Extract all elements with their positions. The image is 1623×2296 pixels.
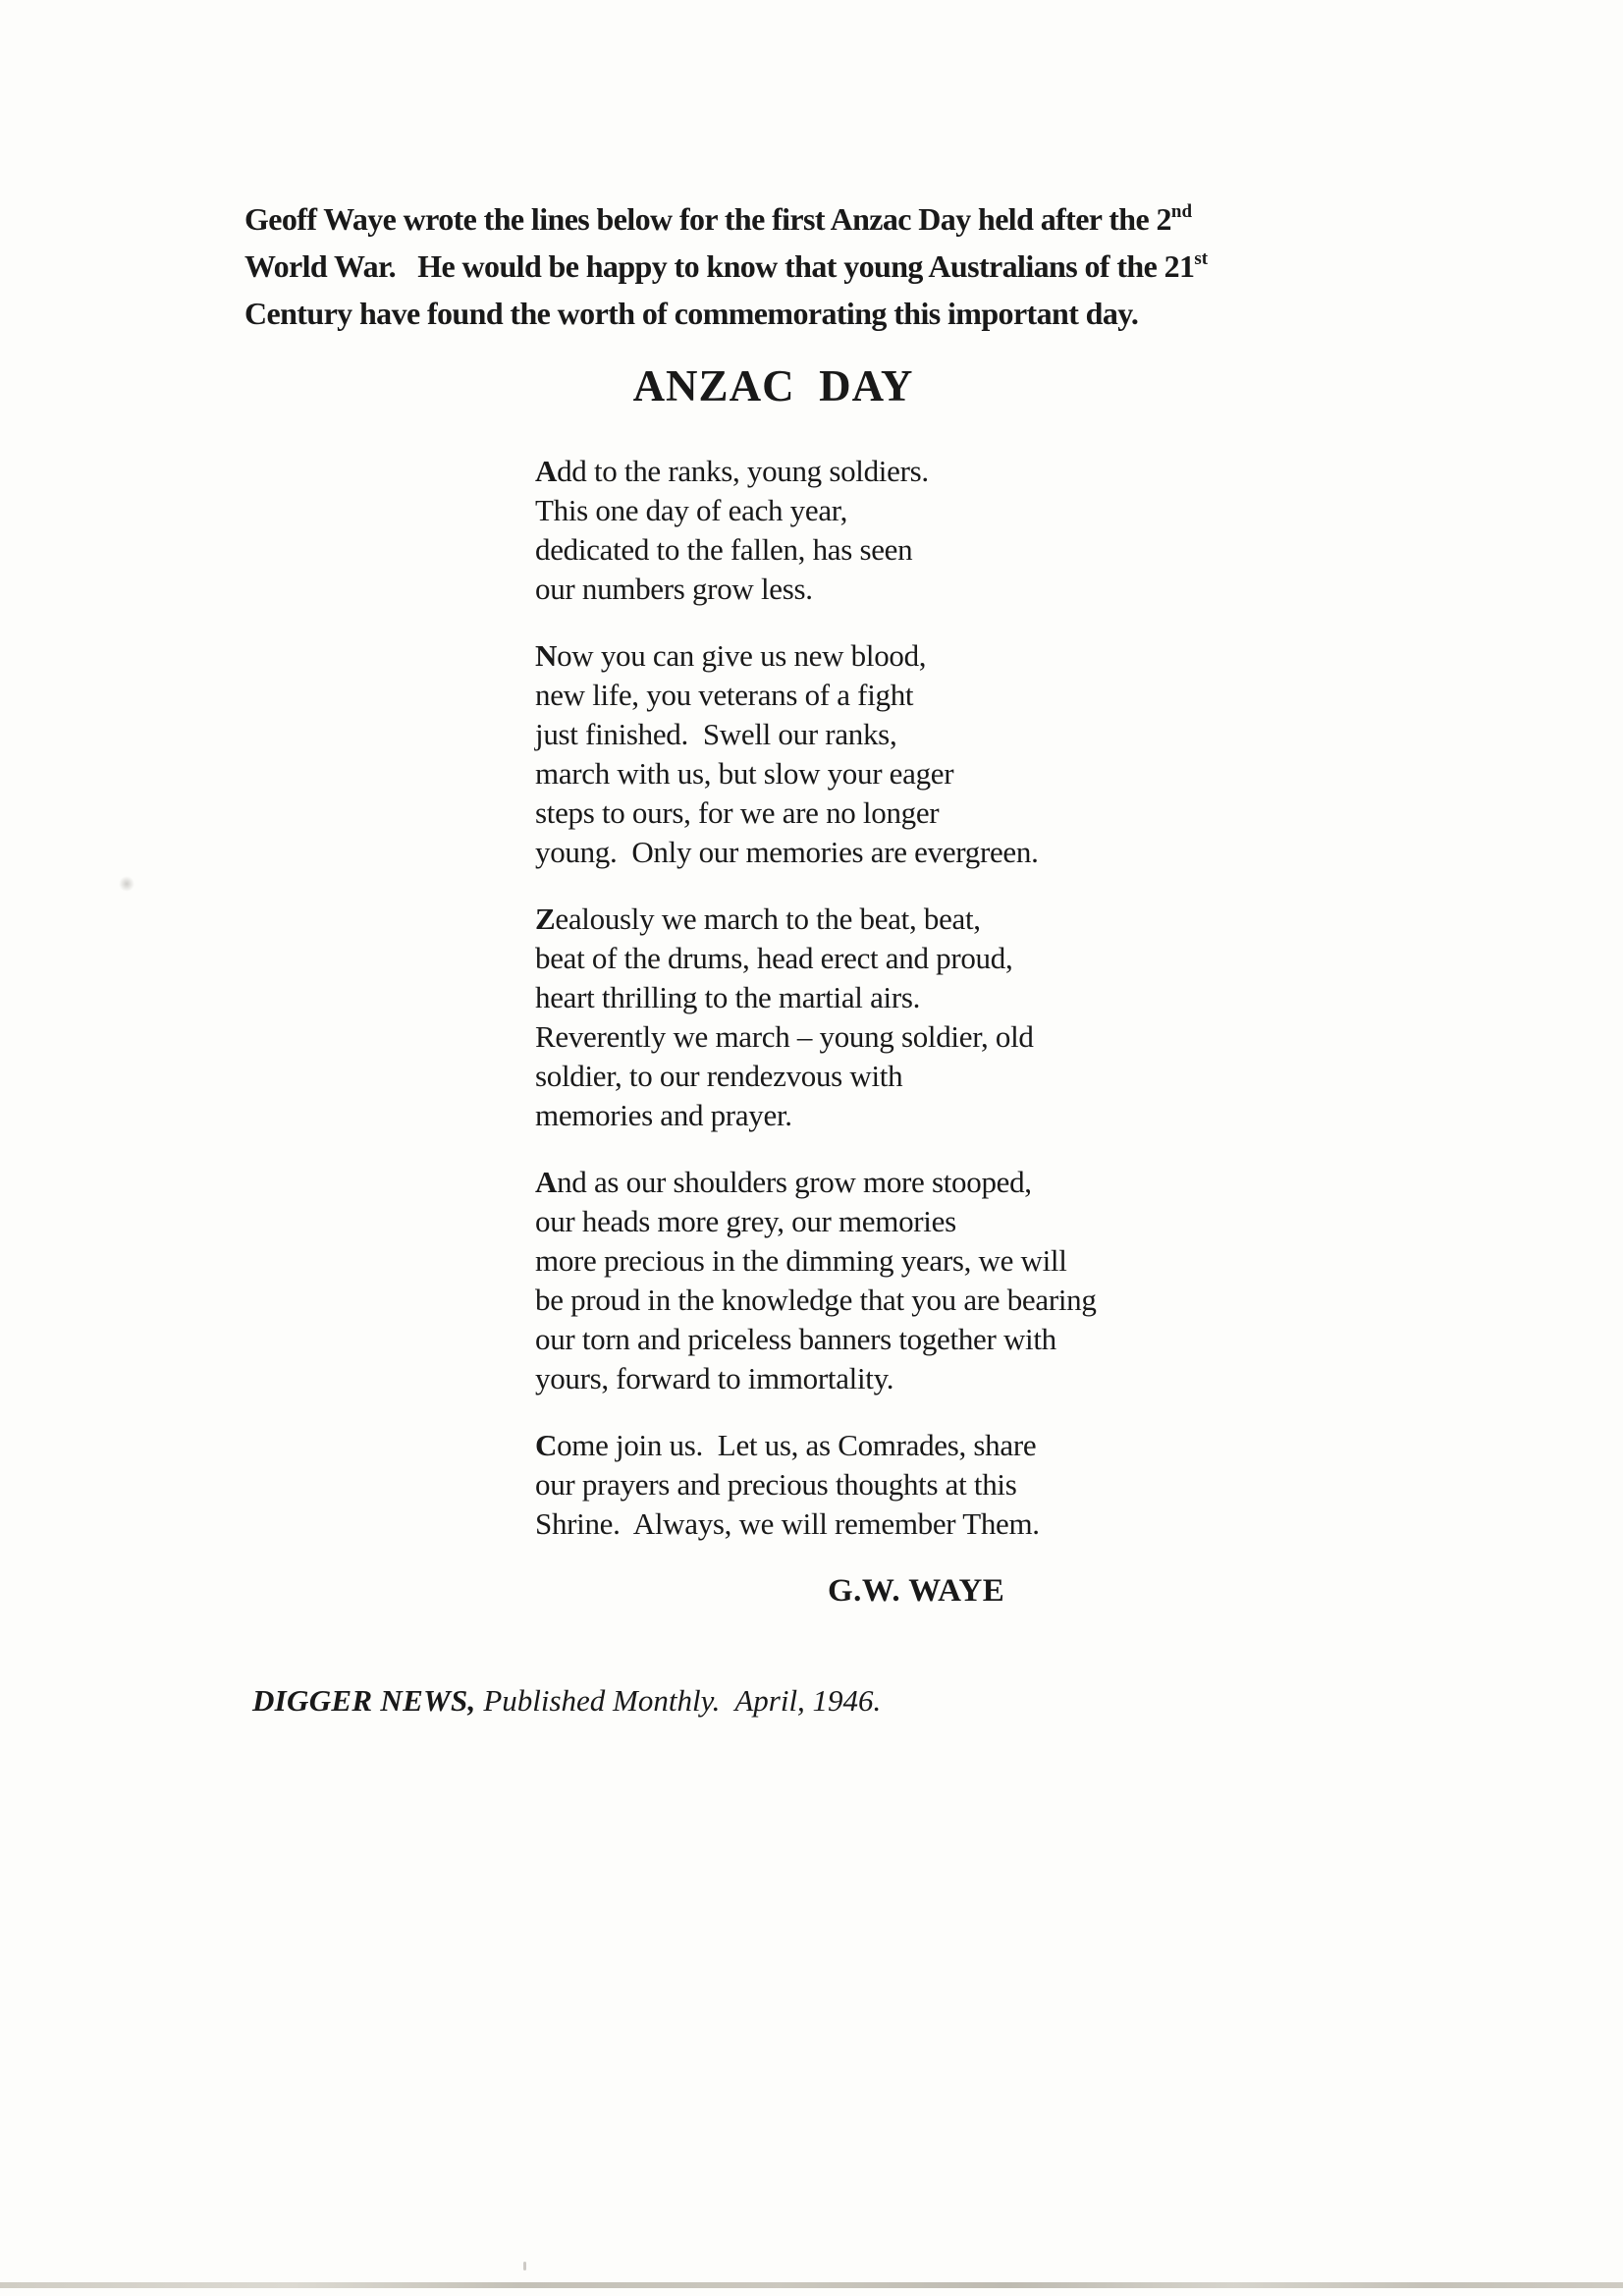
- poem-title: ANZAC DAY: [632, 361, 914, 410]
- stanza-initial: A: [535, 1165, 558, 1199]
- publication-details: Published Monthly. April, 1946.: [475, 1683, 882, 1718]
- poem-line: Reverently we march – young soldier, old: [535, 1019, 1034, 1054]
- poem-line: march with us, but slow your eager: [535, 756, 954, 791]
- poem-line: young. Only our memories are evergreen.: [535, 835, 1039, 869]
- byline: G.W. WAYE: [828, 1573, 1005, 1609]
- poem-line: memories and prayer.: [535, 1098, 792, 1132]
- poem-stanza: [535, 1426, 1097, 1544]
- poem-line: new life, you veterans of a fight: [535, 678, 914, 712]
- scan-artifact: [523, 2262, 526, 2270]
- poem-line: just finished. Swell our ranks,: [535, 717, 897, 751]
- poem-line: be proud in the knowledge that you are bearing: [535, 1283, 1097, 1317]
- publication-name: DIGGER NEWS,: [252, 1683, 476, 1718]
- poem-line: dedicated to the fallen, has seen: [535, 532, 913, 567]
- intro-line-text: Geoff Waye wrote the lines below for the first Anzac Day held after the 2: [244, 201, 1171, 237]
- stanza-initial: C: [535, 1428, 558, 1462]
- intro-line: [244, 246, 1208, 293]
- poem-stanza: [535, 900, 1097, 1135]
- poem-line: This one day of each year,: [535, 493, 848, 527]
- poem-line: beat of the drums, head erect and proud,: [535, 941, 1013, 975]
- scan-edge-line: [0, 2282, 1623, 2288]
- poem-line: yours, forward to immortality.: [535, 1361, 894, 1395]
- poem-line: [535, 900, 1097, 939]
- poem-line: steps to ours, for we are no longer: [535, 795, 940, 830]
- source-citation: [252, 1681, 881, 1721]
- poem-line: [535, 1163, 1097, 1202]
- ordinal-superscript: nd: [1170, 201, 1193, 222]
- stanza-initial: Z: [535, 902, 556, 936]
- poem-stanza: [535, 452, 1097, 609]
- intro-paragraph: [244, 198, 1208, 335]
- stanza-initial: N: [535, 638, 558, 673]
- intro-line: Century have found the worth of commemorating this important day.: [244, 296, 1139, 331]
- poem-line: our prayers and precious thoughts at this: [535, 1467, 1017, 1502]
- poem-line: our numbers grow less.: [535, 572, 813, 606]
- poem: [535, 452, 1097, 1611]
- poem-line: Shrine. Always, we will remember Them.: [535, 1506, 1040, 1541]
- poem-line: our heads more grey, our memories: [535, 1204, 956, 1238]
- poem-line: [535, 1426, 1097, 1465]
- poem-stanza: [535, 636, 1097, 872]
- poem-line-text: dd to the ranks, young soldiers.: [557, 454, 929, 488]
- poem-line: heart thrilling to the martial airs.: [535, 980, 921, 1014]
- poem-line: soldier, to our rendezvous with: [535, 1059, 903, 1093]
- intro-line-text: World War. He would be happy to know that young Australians of the 21: [244, 248, 1195, 284]
- poem-line: our torn and priceless banners together with: [535, 1322, 1056, 1356]
- poem-line: [535, 636, 1097, 676]
- poem-line-text: ow you can give us new blood,: [557, 638, 927, 673]
- poem-stanza: [535, 1163, 1097, 1398]
- poem-line-text: nd as our shoulders grow more stooped,: [557, 1165, 1032, 1199]
- stanza-initial: A: [535, 454, 558, 488]
- ordinal-superscript: st: [1194, 248, 1209, 269]
- poem-line-text: ealously we march to the beat, beat,: [555, 902, 981, 936]
- scan-artifact: [119, 876, 135, 892]
- poem-line: [535, 452, 1097, 491]
- poem-line: more precious in the dimming years, we will: [535, 1243, 1067, 1278]
- poem-line-text: ome join us. Let us, as Comrades, share: [557, 1428, 1037, 1462]
- intro-line: [244, 198, 1208, 246]
